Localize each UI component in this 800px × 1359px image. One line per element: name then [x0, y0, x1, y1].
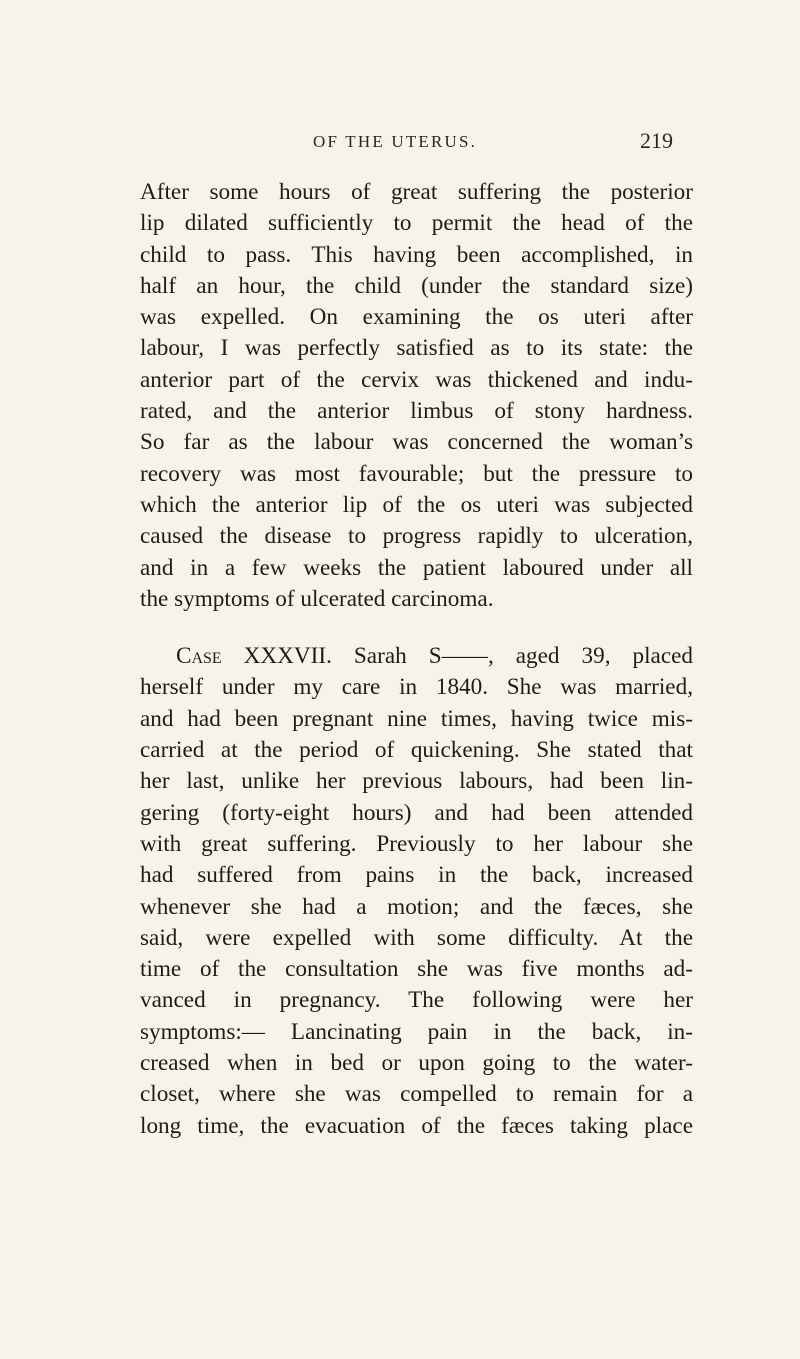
text-line: labour, I was perfectly satisfied as to its state: the [140, 335, 693, 362]
text-line: vanced in pregnancy. The following were her [140, 987, 693, 1014]
text-line: recovery was most favourable; but the pressure to [140, 460, 693, 487]
text-line: creased when in bed or upon going to the water- [140, 1050, 693, 1077]
text-line: So far as the labour was concerned the woman’s [140, 429, 693, 456]
text-line: and in a few weeks the patient laboured under all [140, 554, 693, 581]
text-line: which the anterior lip of the os uteri was subjected [140, 491, 693, 518]
text-line: with great suffering. Previously to her labour she [140, 830, 693, 857]
case-label: Case XXXVII. [176, 643, 332, 670]
text-line: rated, and the anterior limbus of stony hardness. [140, 398, 693, 425]
text-line: lip dilated sufficiently to permit the head of the [140, 210, 693, 237]
text-line: symptoms:— Lancinating pain in the back, in- [140, 1018, 693, 1045]
text-line: half an hour, the child (under the standard size) [140, 272, 693, 299]
page-number: 219 [640, 128, 673, 153]
text-line: and had been pregnant nine times, having twice mis- [140, 705, 693, 732]
case-first-line [140, 641, 693, 672]
text-line: closet, where she was compelled to remain for a [140, 1081, 693, 1108]
text-line: child to pass. This having been accomplished, in [140, 241, 693, 268]
text-line: her last, unlike her previous labours, had been lin- [140, 768, 693, 795]
text-line: time of the consultation she was five months ad- [140, 956, 693, 983]
text-line: the symptoms of ulcerated carcinoma. [140, 585, 494, 612]
text-line: carried at the period of quickening. She stated that [140, 737, 693, 764]
body-text [140, 177, 693, 1142]
paragraph-gap [140, 615, 693, 641]
text-line: After some hours of great suffering the posterior [140, 179, 693, 205]
text-line: was expelled. On examining the os uteri after [140, 304, 693, 331]
text-line: had suffered from pains in the back, increased [140, 862, 693, 889]
running-head [0, 128, 800, 164]
paragraph-continuation [140, 177, 693, 615]
text-line: caused the disease to progress rapidly to ulceration, [140, 523, 693, 550]
text-line: gering (forty-eight hours) and had been attended [140, 799, 693, 826]
text-line: herself under my care in 1840. She was married, [140, 674, 693, 701]
paragraph-case-xxxvii [140, 641, 693, 1142]
text-line: long time, the evacuation of the fæces taking place [140, 1112, 693, 1139]
text-line: whenever she had a motion; and the fæces, she [140, 893, 693, 920]
running-title: OF THE UTERUS. [313, 132, 478, 151]
text-line: anterior part of the cervix was thickened and indu- [140, 366, 693, 393]
text-line: said, were expelled with some difficulty. At the [140, 924, 693, 951]
case-first-line-text: Sarah S——, aged 39, placed [353, 643, 693, 670]
